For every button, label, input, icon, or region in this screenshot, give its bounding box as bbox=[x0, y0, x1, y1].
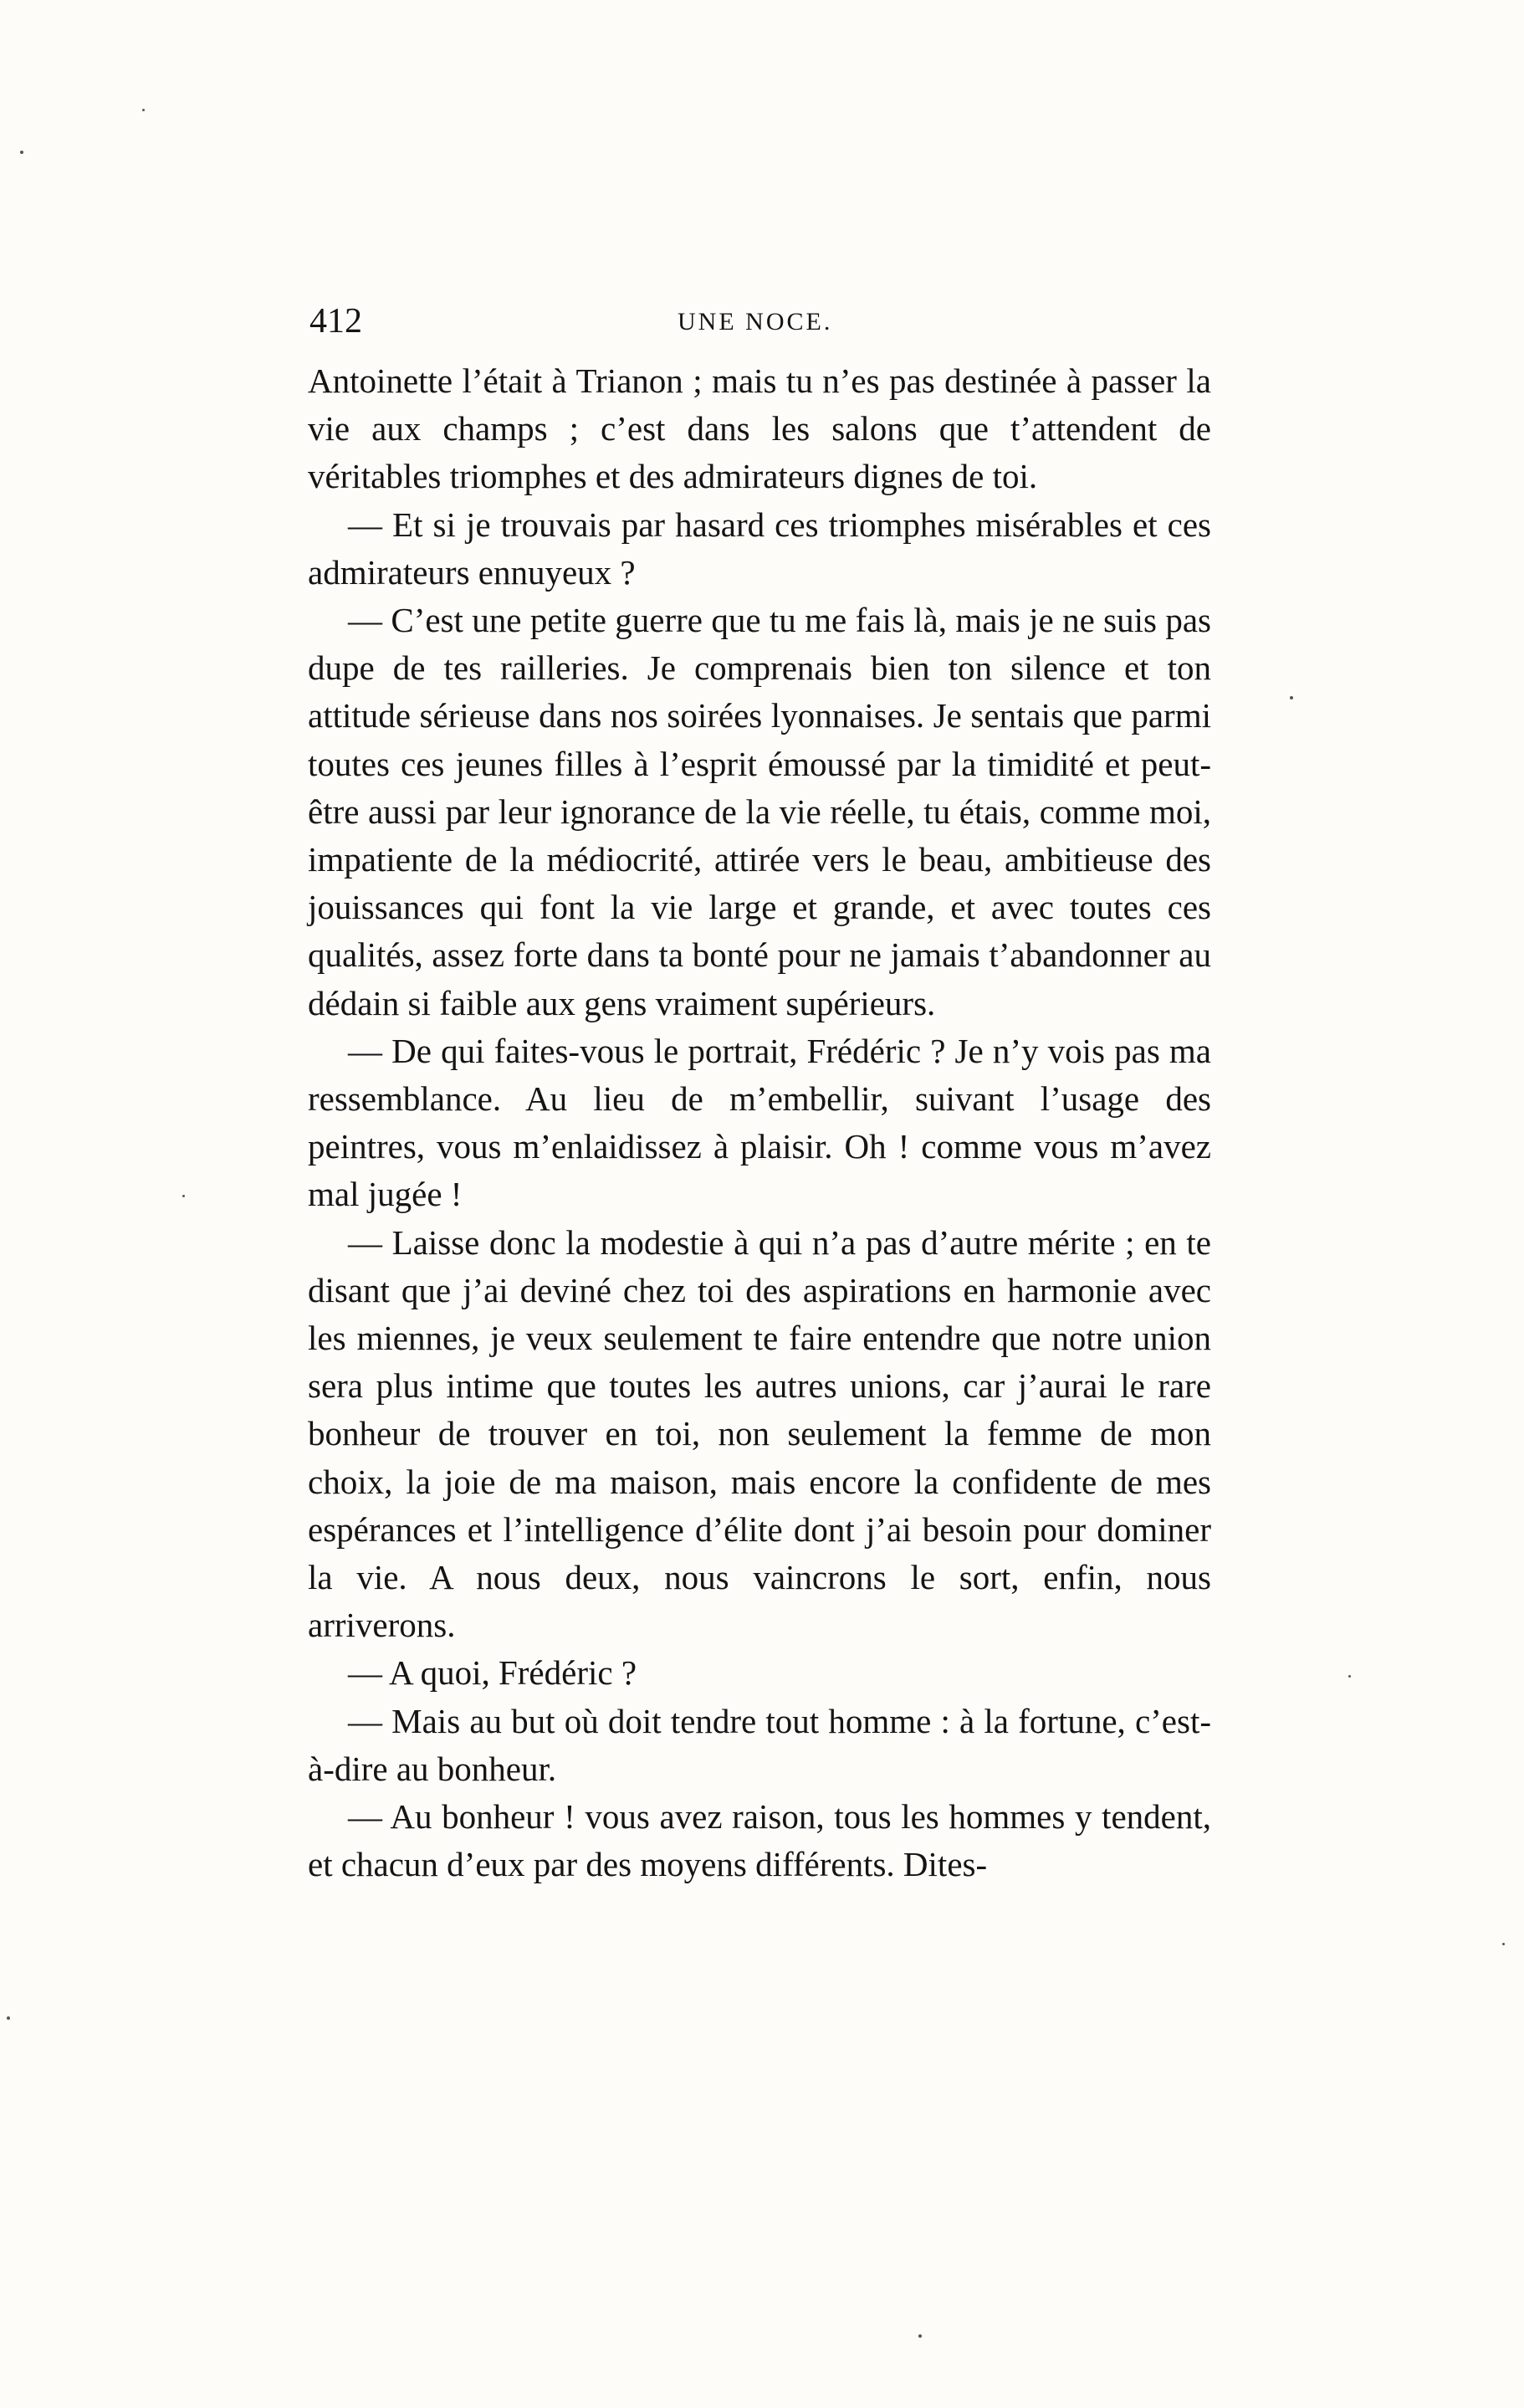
paragraph: Antoinette l’était à Trianon ; mais tu n’es pas destinée à passer la vie aux champs ; c’est dans les salons que t’attendent de véritables triomphes et des admirateurs dignes de toi. bbox=[308, 361, 1211, 496]
paragraph: — Et si je trouvais par hasard ces triomphes misérables et ces admirateurs ennuyeux ? bbox=[308, 505, 1211, 592]
paragraph: — De qui faites-vous le portrait, Frédéric ? Je n’y vois pas ma ressemblance. Au lieu de m’embellir, suivant l’usage des peintres, vous m’enlaidissez à plaisir. Oh ! comme vous m’avez mal jugée ! bbox=[308, 1031, 1211, 1214]
paper-speck bbox=[1290, 696, 1293, 699]
paper-speck bbox=[182, 1195, 185, 1197]
page-number: 412 bbox=[309, 302, 362, 341]
page-header bbox=[309, 298, 1213, 345]
paper-speck bbox=[7, 2016, 10, 2020]
paper-speck bbox=[142, 109, 145, 111]
running-title: UNE NOCE. bbox=[678, 308, 833, 336]
paper-speck bbox=[1348, 1675, 1351, 1678]
body-text bbox=[308, 357, 1211, 1889]
paragraph: — C’est une petite guerre que tu me fais là, mais je ne suis pas dupe de tes railleries. Je comprenais bien ton silence et ton attitude sérieuse dans nos soirées lyonnaises. Je sentais que parmi toutes ces jeunes filles à l’esprit émoussé par la timidité et peut-être aussi par leur ignorance de la vie réelle, tu étais, comme moi, impatiente de la médiocrité, attirée vers le beau, ambitieuse des jouissances qui font la vie large et grande, et avec toutes ces qualités, assez forte dans ta bonté pour ne jamais t’abandonner au dédain si faible aux gens vraiment supérieurs. bbox=[308, 601, 1211, 1022]
paper-speck bbox=[1502, 1943, 1505, 1945]
paper-speck bbox=[20, 151, 23, 154]
paper-speck bbox=[918, 2334, 922, 2338]
paragraph: — Mais au but où doit tendre tout homme : à la fortune, c’est-à-dire au bonheur. bbox=[308, 1701, 1211, 1788]
paragraph: — Laisse donc la modestie à qui n’a pas d’autre mérite ; en te disant que j’ai deviné chez toi des aspirations en harmonie avec les miennes, je veux seulement te faire entendre que notre union sera plus intime que toutes les autres unions, car j’aurai le rare bonheur de trouver en toi, non seulement la femme de mon choix, la joie de ma maison, mais encore la confidente de mes espérances et l’intelligence d’élite dont j’ai besoin pour dominer la vie. A nous deux, nous vaincrons le sort, enfin, nous arriverons. bbox=[308, 1222, 1211, 1645]
paragraph: — Au bonheur ! vous avez raison, tous les hommes y tendent, et chacun d’eux par des moyens différents. Dites- bbox=[308, 1797, 1211, 1884]
paragraph: — A quoi, Frédéric ? bbox=[348, 1653, 637, 1693]
